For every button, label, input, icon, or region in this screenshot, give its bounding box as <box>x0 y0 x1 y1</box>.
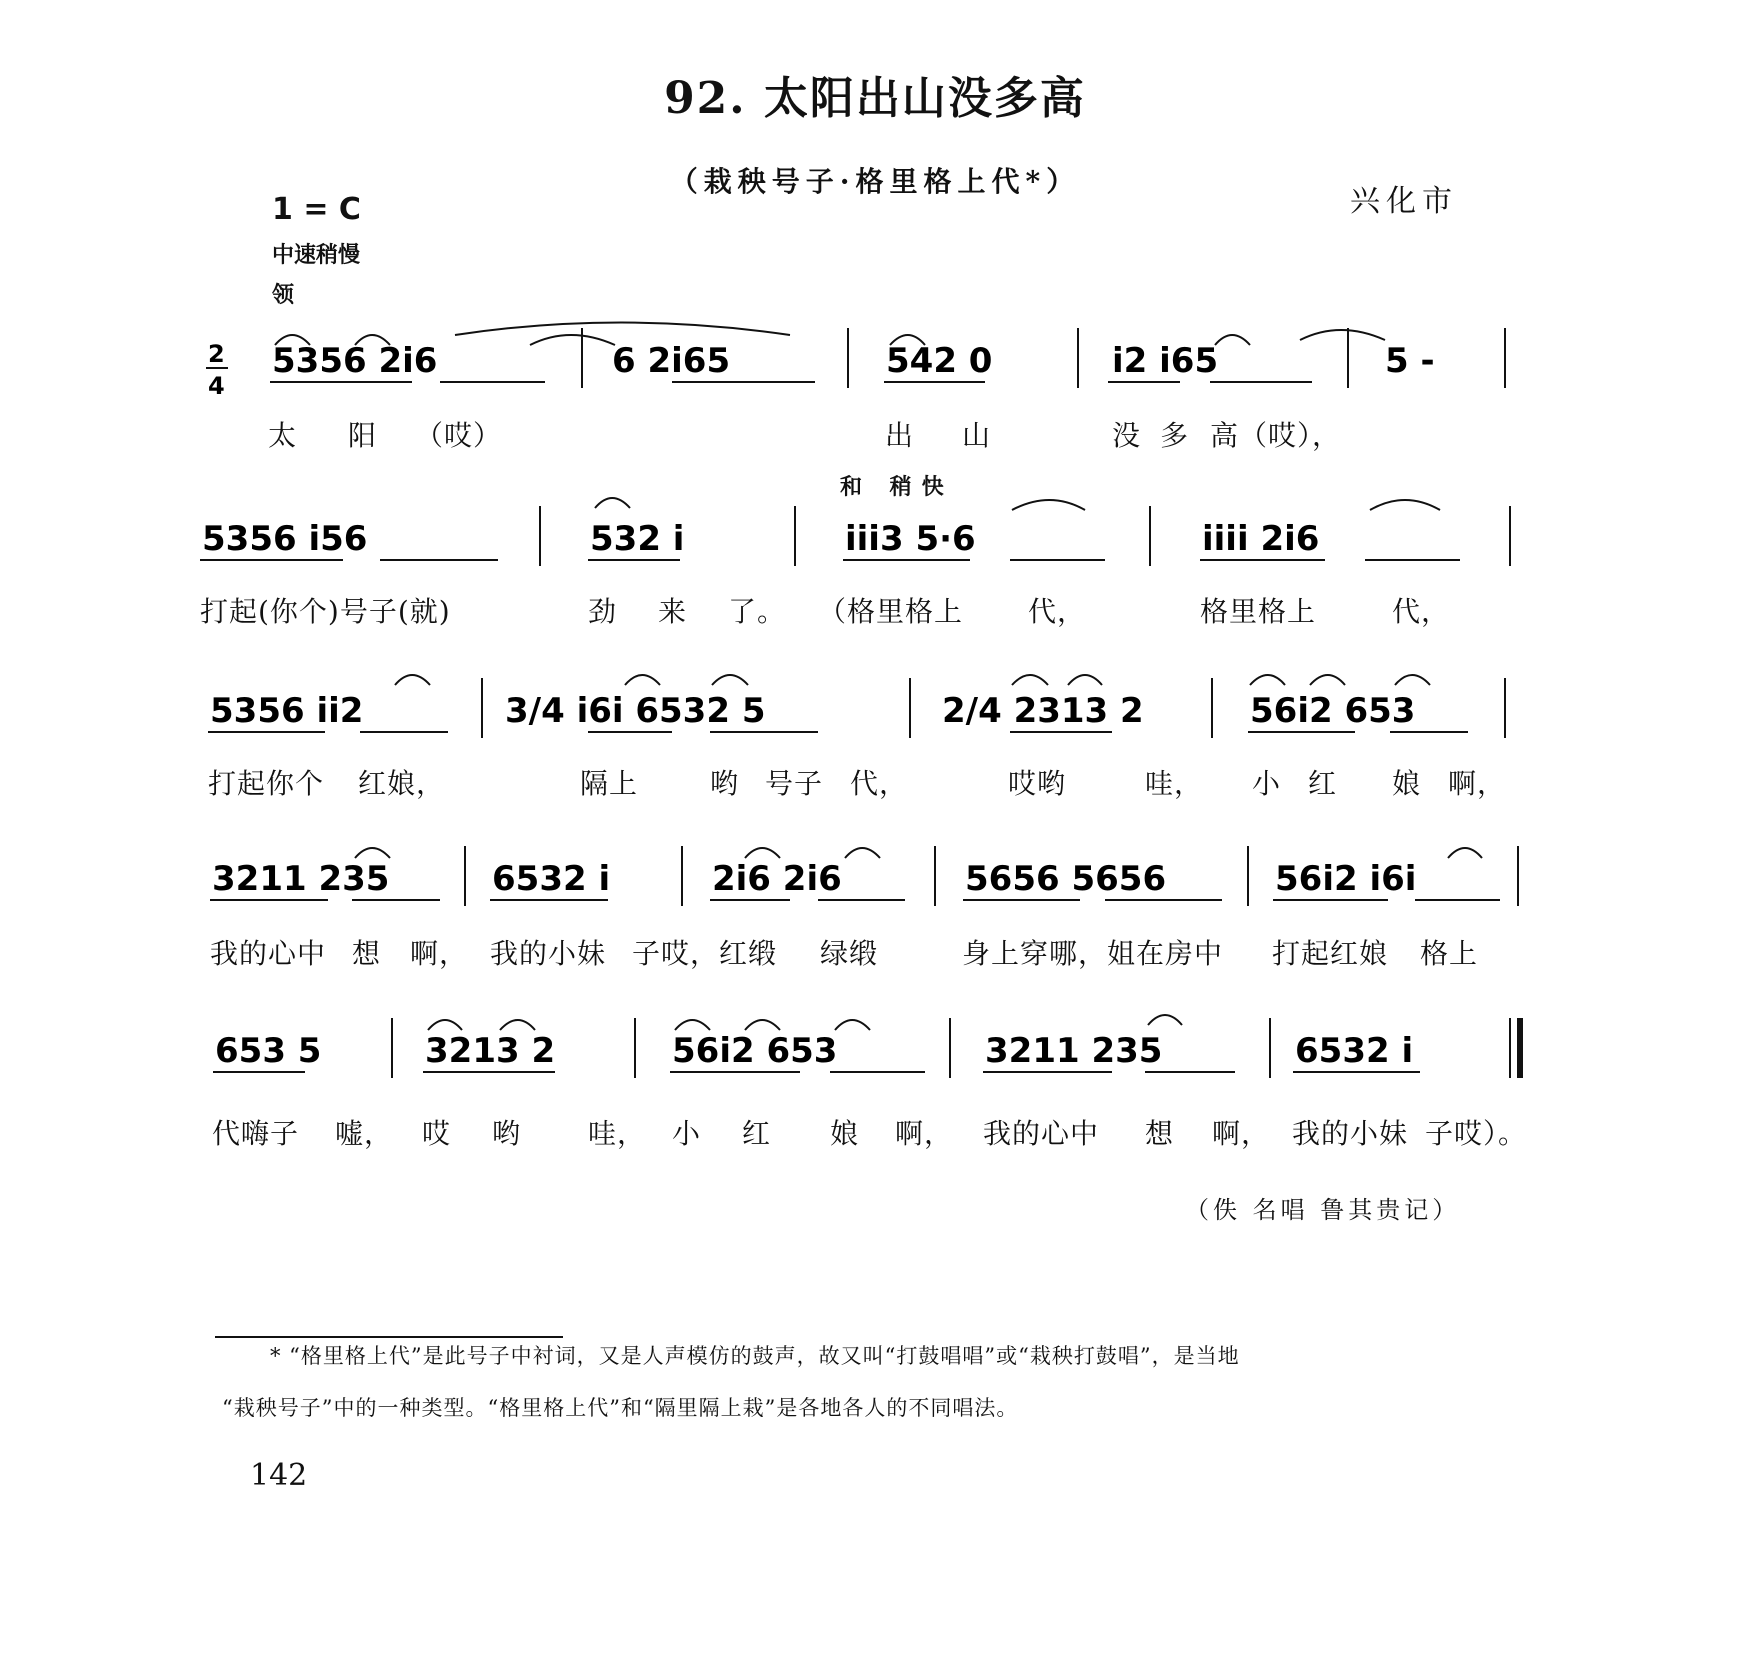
lyric: 啊， <box>1212 1117 1271 1150</box>
lyric: 小 <box>1252 767 1282 800</box>
lyric: 代嗨子 <box>212 1117 300 1150</box>
lyric: 我的心中 <box>210 937 327 970</box>
notation-svg <box>0 310 1750 400</box>
slur <box>595 498 630 508</box>
slur <box>675 1020 710 1030</box>
notation-svg <box>0 660 1750 750</box>
lyric: 代， <box>850 767 909 800</box>
slur <box>1068 675 1102 685</box>
measure: 5356 ii2 <box>210 691 364 731</box>
staff-system-2 <box>0 488 1750 578</box>
lyric: 没 <box>1112 419 1142 452</box>
slur <box>1310 675 1345 685</box>
staff-system-1 <box>0 310 1750 400</box>
slur <box>1300 330 1385 340</box>
lyric: 代， <box>1392 595 1451 628</box>
slur <box>500 1020 535 1030</box>
staff-system-3 <box>0 660 1750 750</box>
lyric: 出 <box>885 419 915 452</box>
measure: 5 - <box>1385 341 1435 381</box>
lyric: 啊， <box>1448 767 1507 800</box>
lyric: 身上穿哪，姐在房中 <box>962 937 1224 970</box>
lyric: 哎 <box>422 1117 452 1150</box>
lyric: 格里格上 <box>1200 595 1317 628</box>
notation-svg <box>0 828 1750 918</box>
slur <box>1148 1015 1182 1025</box>
measure: 3213 2 <box>425 1031 556 1071</box>
measure: 2i6 2i6 <box>712 859 842 899</box>
lyrics-system-4 <box>0 932 1750 976</box>
lyric: 隔上 <box>580 767 639 800</box>
lyrics-system-2 <box>0 590 1750 634</box>
measure: 532 i <box>590 519 685 559</box>
notation-svg <box>0 488 1750 578</box>
lyric: 嘘， <box>335 1117 394 1150</box>
lyric: 娘 <box>1392 767 1422 800</box>
lyric: 高（哎）， <box>1210 419 1342 452</box>
lyric: 代， <box>1028 595 1087 628</box>
lyrics-system-3 <box>0 762 1750 806</box>
lyric: （格里格上 <box>818 595 964 628</box>
slur <box>1215 335 1250 345</box>
slur <box>1250 675 1285 685</box>
notation-svg <box>0 1000 1750 1090</box>
lyric: 阳 <box>348 419 378 452</box>
lyric: 子哎，红缎 <box>632 937 778 970</box>
measure: 6532 i <box>492 859 611 899</box>
region-label: 兴化市 <box>1350 184 1458 219</box>
measure: 5356 i56 <box>202 519 368 559</box>
lead-marking: 领 <box>272 282 295 308</box>
lyric: 小 <box>672 1117 702 1150</box>
tie <box>455 323 790 336</box>
lyrics-system-1 <box>0 414 1750 458</box>
slur <box>1395 675 1430 685</box>
key-signature: 1 = C <box>272 192 361 227</box>
lyric: 哟 <box>492 1117 522 1150</box>
measure: 5356 2i6 <box>272 341 438 381</box>
time-sig-denominator: 4 <box>208 372 225 400</box>
measure: iii3 5·6 <box>845 519 976 559</box>
performer-credit: （佚 名唱 鲁其贵记） <box>1185 1196 1461 1224</box>
slur <box>745 848 780 858</box>
slur <box>1370 500 1440 510</box>
song-title: 92. 太阳出山没多高 <box>664 73 1086 124</box>
lyric: 我的小妹 <box>1292 1117 1409 1150</box>
page-number: 142 <box>250 1458 308 1493</box>
tempo-marking: 中速稍慢 <box>272 242 361 268</box>
lyric: 格上 <box>1420 937 1479 970</box>
lyric: 太 <box>268 419 298 452</box>
slur <box>712 675 748 685</box>
song-subtitle: （栽秧号子·格里格上代*） <box>669 165 1081 198</box>
lyric: 红娘， <box>358 767 446 800</box>
slur <box>1448 848 1482 858</box>
measure: 6532 i <box>1295 1031 1414 1071</box>
slur <box>745 1020 780 1030</box>
lyric: 我的小妹 <box>490 937 607 970</box>
lyric: （哎） <box>415 419 503 452</box>
slur <box>835 1020 870 1030</box>
lyric: 山 <box>962 419 992 452</box>
measure: 542 0 <box>886 341 993 381</box>
staff-system-5 <box>0 1000 1750 1090</box>
measure: i2 i65 <box>1112 341 1219 381</box>
slur <box>1012 675 1048 685</box>
time-sig-numerator: 2 <box>208 340 225 368</box>
measure: 2/4 2313 2 <box>942 691 1144 731</box>
lyric: 打起红娘 <box>1272 937 1389 970</box>
footnote-line-1: * “格里格上代”是此号子中衬词，又是人声模仿的鼓声，故又叫“打鼓唱唱”或“栽秧打鼓唱”，是当地 <box>270 1344 1240 1368</box>
lyric: 劲 <box>588 595 618 628</box>
lyric: 多 <box>1160 419 1190 452</box>
lyric: 想 <box>1145 1117 1175 1150</box>
lyric: 了。 <box>728 595 787 628</box>
lyric: 红 <box>1308 767 1338 800</box>
measure: 56i2 653 <box>672 1031 838 1071</box>
slur <box>355 848 390 858</box>
measure: 3211 235 <box>985 1031 1163 1071</box>
slur <box>845 848 880 858</box>
measure: 3211 235 <box>212 859 390 899</box>
slur <box>395 675 430 685</box>
lyric: 打起(你个)号子(就) <box>200 595 451 628</box>
footnote-line-2: “栽秧号子”中的一种类型。“格里格上代”和“隔里隔上栽”是各地各人的不同唱法。 <box>222 1396 1019 1420</box>
measure: 3/4 i6i 6532 5 <box>505 691 766 731</box>
slur <box>625 675 660 685</box>
measure: 56i2 653 <box>1250 691 1416 731</box>
chorus-marking: 和 稍快 <box>840 474 954 500</box>
lyric: 哟 <box>710 767 740 800</box>
measure: 6 2i65 <box>612 341 731 381</box>
lyric: 娘 <box>830 1117 860 1150</box>
lyric: 啊， <box>410 937 469 970</box>
lyric: 啊， <box>895 1117 954 1150</box>
footnote-rule <box>215 1336 563 1338</box>
measure: 56i2 i6i <box>1275 859 1417 899</box>
slur <box>428 1020 462 1030</box>
slur <box>530 335 615 345</box>
lyric: 号子 <box>765 767 824 800</box>
lyric: 绿缎 <box>820 937 879 970</box>
lyric: 红 <box>742 1117 772 1150</box>
measure: iiii 2i6 <box>1202 519 1320 559</box>
lyric: 子哎）。 <box>1425 1117 1528 1150</box>
lyric: 想 <box>352 937 382 970</box>
lyric: 哎哟 <box>1008 767 1067 800</box>
lyric: 哇， <box>1145 767 1204 800</box>
measure: 653 5 <box>215 1031 322 1071</box>
staff-system-4 <box>0 828 1750 918</box>
lyric: 来 <box>658 595 688 628</box>
measure: 5656 5656 <box>965 859 1167 899</box>
slur <box>1012 500 1085 510</box>
lyric: 哇， <box>588 1117 647 1150</box>
lyric: 我的心中 <box>983 1117 1100 1150</box>
lyric: 打起你个 <box>208 767 325 800</box>
lyrics-system-5 <box>0 1112 1750 1156</box>
